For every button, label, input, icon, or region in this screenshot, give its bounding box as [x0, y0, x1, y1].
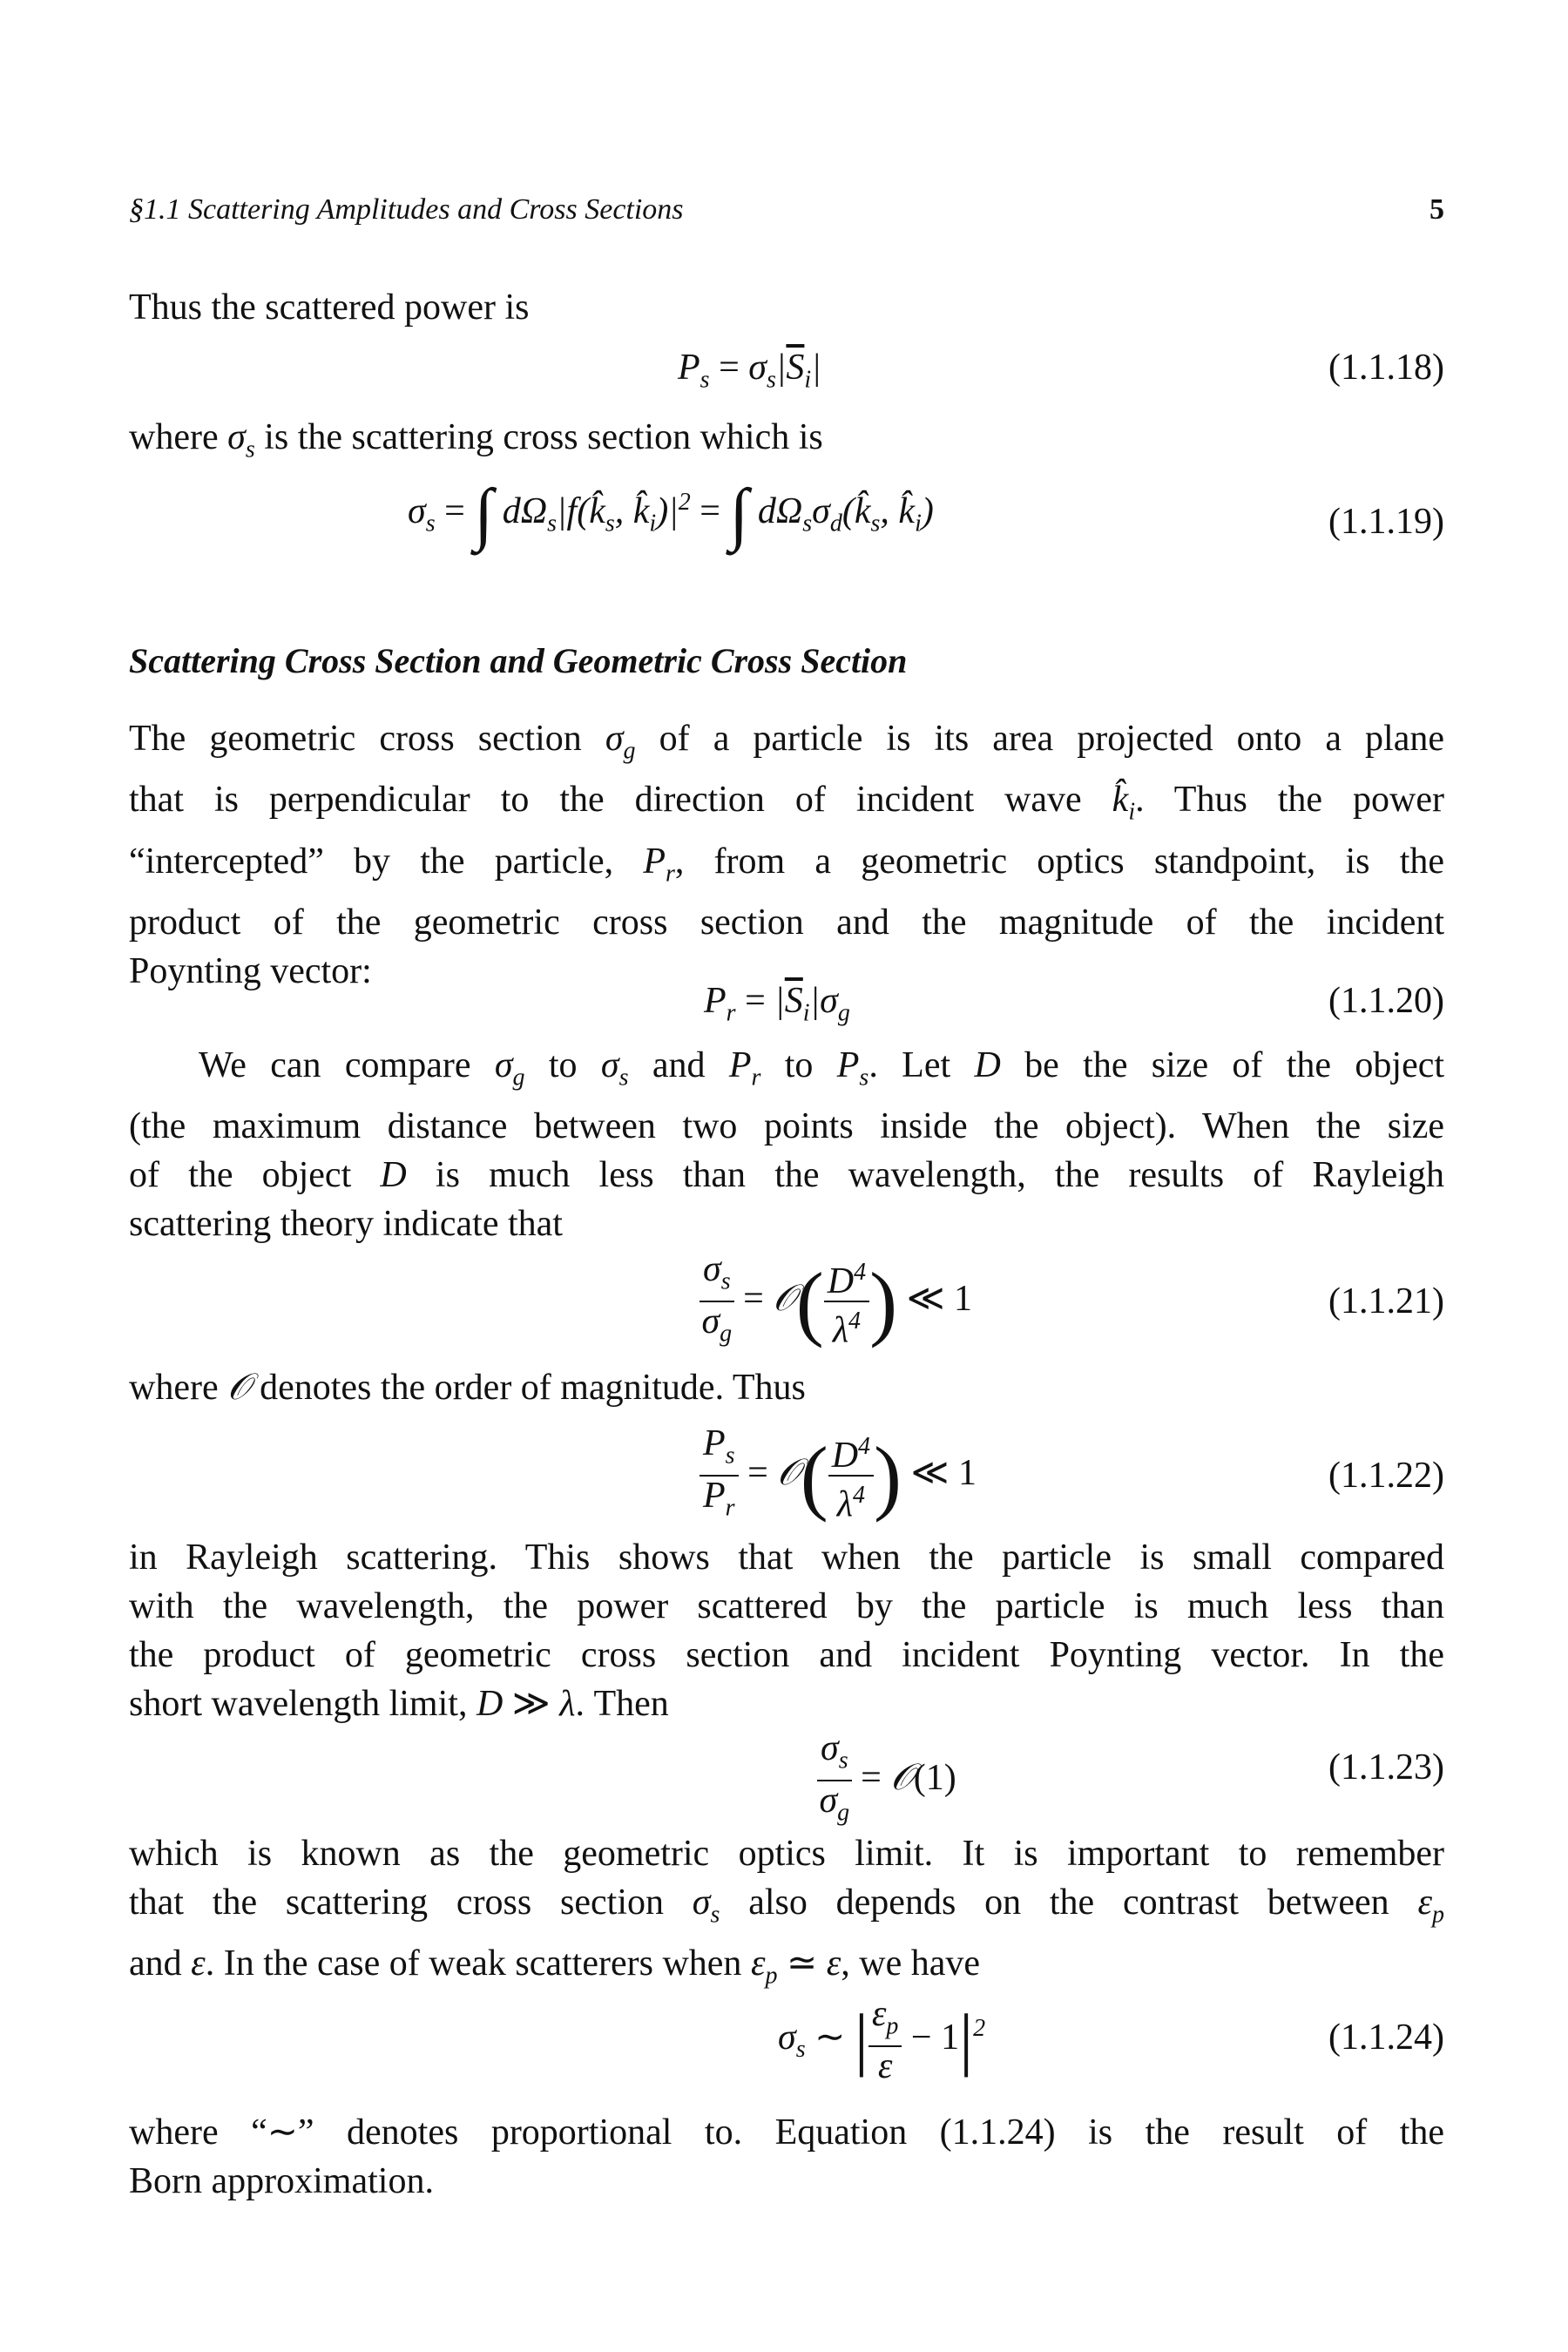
paragraph-after-18: where $\sigma_s$ is the scattering cross section which is [129, 417, 823, 463]
equation-body: $P_r = |\overline{S}_i|\sigma_g$ [704, 981, 850, 1027]
equation-number: (1.1.21) [1328, 1281, 1444, 1321]
equation-1-1-24 [129, 1995, 1444, 2099]
equation-number: (1.1.23) [1328, 1747, 1444, 1788]
paragraph-rayleigh: We can compare $\sigma_g$ to $\sigma_s$ and $P_r$ to $P_s$. Let D be the size of the object (the maximum distance between two points inside the object). When the size of the object D is much less than the wavelength, the results of Rayleigh scattering theory indicate that [129, 1045, 1445, 1245]
page-number: 5 [1429, 193, 1444, 226]
equation-number: (1.1.20) [1328, 981, 1444, 1021]
equation-body: $\frac{\sigma_s}{\sigma_g}$ = 𝒪(1) [817, 1729, 956, 1833]
section-heading: Scattering Cross Section and Geometric Cross Section [129, 641, 908, 680]
equation-body: $\sigma_s$ ∼ | $\frac{\varepsilon_p}{\varepsilon}$ − $1|^2$ [778, 1994, 986, 2087]
equation-body: $\frac{P_s}{P_r}$ = 𝒪( $\frac{D^4}{\lambda^4}$ ) ≪ 1 [700, 1424, 977, 1528]
paragraph-born-approximation: where “∼” denotes proportional to. Equation (1.1.24) is the result of the Born approximation. [129, 2112, 1444, 2201]
equation-number: (1.1.19) [1328, 502, 1444, 542]
equation-1-1-20 [129, 980, 1444, 1041]
running-title: §1.1 Scattering Amplitudes and Cross Sections [129, 193, 684, 226]
running-header [129, 193, 1444, 237]
intro-paragraph: Thus the scattered power is [129, 287, 530, 328]
equation-body: $P_s = \sigma_s|\overline{S}_i|$ [678, 348, 821, 394]
paragraph-geometric-cross-section: The geometric cross section $\sigma_g$ of a particle is its area projected onto a plane that is perpendicular to the direction of incident wave $k̂_i$. Thus the power “intercepted” by the particle, $P_r$, from a geometric optics standpoint, is the product of the geometric cross section and the magnitude of the incident Poynting vector: [129, 719, 1445, 992]
equation-1-1-19 [129, 475, 1444, 571]
paragraph-order-of-magnitude: where 𝒪 denotes the order of magnitude. Thus [129, 1368, 806, 1408]
equation-1-1-21 [129, 1241, 1444, 1363]
equation-1-1-18 [129, 347, 1444, 408]
paragraph-rayleigh-scattering: in Rayleigh scattering. This shows that when the particle is small compared with the wavelength, the power scattered by the particle is much less than the product of geometric cross section and incident Poynting vector. In the short wavelength limit, D ≫ λ. Then [129, 1538, 1444, 1724]
equation-number: (1.1.22) [1328, 1456, 1444, 1496]
paragraph-geometric-optics-limit: which is known as the geometric optics limit. It is important to remember that the scattering cross section $\sigma_s$ also depends on the contrast between $\varepsilon_p$ and ε. In the case of weak scatterers when $\varepsilon_p$ ≃ ε, we have [129, 1834, 1444, 1990]
equation-body: $\sigma_s$ = ∫ $d\Omega_s|f(k̂_s$, $k̂_i)|^2$ = ∫ $d\Omega_s\sigma_d(k̂_s$, $k̂_i$) [408, 476, 934, 552]
equation-1-1-23 [129, 1729, 1444, 1825]
equation-number: (1.1.18) [1328, 348, 1444, 388]
equation-number: (1.1.24) [1328, 2017, 1444, 2058]
equation-1-1-22 [129, 1416, 1444, 1538]
equation-body: $\frac{\sigma_s}{\sigma_g}$ = 𝒪( $\frac{D^4}{\lambda^4}$ ) ≪ 1 [700, 1250, 972, 1354]
